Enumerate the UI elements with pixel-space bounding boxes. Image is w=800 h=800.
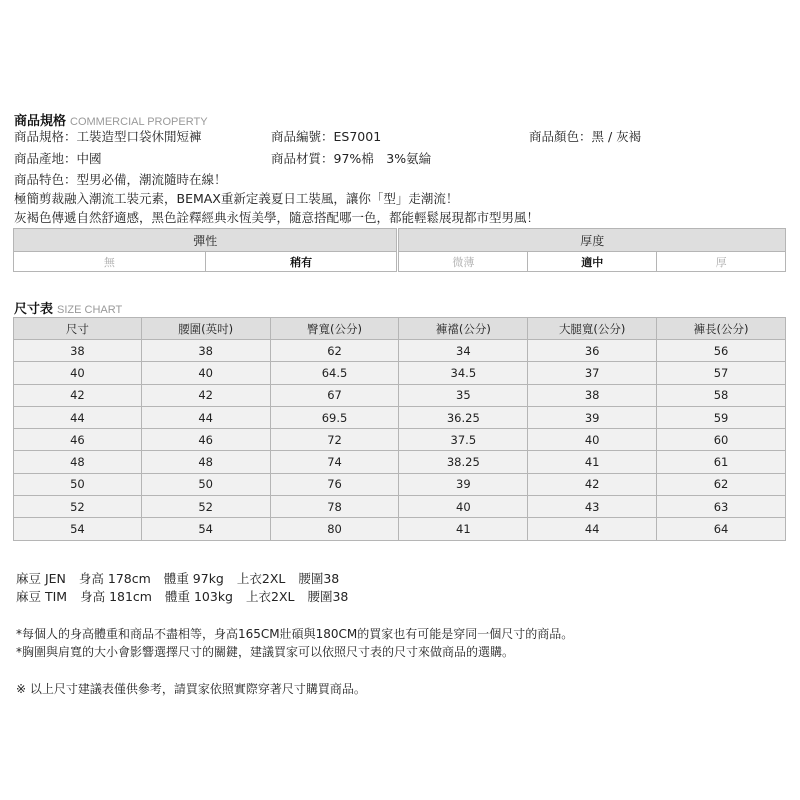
table-row <box>14 429 786 451</box>
cell-size: 50 <box>14 473 142 495</box>
thickness-header: 厚度 <box>399 229 786 252</box>
model-weight: 體重 103kg <box>164 589 233 604</box>
spec-section-title <box>14 110 208 129</box>
cell-length: 58 <box>657 384 786 406</box>
note-chest-shoulder: *胸圍與肩寬的大小會影響選擇尺寸的關鍵，建議買家可以依照尺寸表的尺寸來做商品的選購。 <box>16 645 515 659</box>
cell-thigh: 38 <box>528 384 657 406</box>
model-name: 麻豆 TIM <box>16 589 68 604</box>
spec-feature-3: 灰褐色傳遞自然舒適感，黑色詮釋經典永恆美學，隨意搭配哪一色，都能輕鬆展現都市型男風！ <box>14 210 540 225</box>
thickness-option-medium: 適中 <box>528 252 657 272</box>
cell-thigh: 43 <box>528 496 657 518</box>
cell-rise: 40 <box>399 496 528 518</box>
thickness-option-thick: 厚 <box>657 252 786 272</box>
spec-title-zh: 商品規格 <box>14 114 67 129</box>
spec-product-spec: 商品規格：工裝造型口袋休閒短褲 <box>14 129 202 144</box>
spec-color: 商品顏色：黑 / 灰褐 <box>529 129 642 144</box>
cell-rise: 36.25 <box>399 406 528 428</box>
spec-material: 商品材質：97%棉 3%氨綸 <box>271 151 432 166</box>
cell-size: 46 <box>14 429 142 451</box>
cell-size: 52 <box>14 496 142 518</box>
table-row <box>14 362 786 384</box>
size-chart-table <box>13 317 786 541</box>
cell-hip: 72 <box>270 429 399 451</box>
model-waist: 腰圍38 <box>298 571 340 586</box>
cell-hip: 64.5 <box>270 362 399 384</box>
col-header-size: 尺寸 <box>14 318 142 340</box>
col-header-rise: 褲襠(公分) <box>399 318 528 340</box>
size-chart-title <box>14 298 122 317</box>
spec-title-en: COMMERCIAL PROPERTY <box>70 116 208 128</box>
cell-hip: 69.5 <box>270 406 399 428</box>
cell-thigh: 41 <box>528 451 657 473</box>
cell-rise: 34.5 <box>399 362 528 384</box>
model-top-size: 上衣2XL <box>246 589 295 604</box>
cell-waist: 52 <box>141 496 270 518</box>
cell-waist: 48 <box>141 451 270 473</box>
table-row <box>14 384 786 406</box>
cell-hip: 80 <box>270 518 399 540</box>
cell-length: 64 <box>657 518 786 540</box>
elasticity-option-slight: 稍有 <box>205 252 397 272</box>
cell-thigh: 39 <box>528 406 657 428</box>
cell-waist: 42 <box>141 384 270 406</box>
elasticity-header: 彈性 <box>14 229 397 252</box>
cell-hip: 78 <box>270 496 399 518</box>
cell-waist: 54 <box>141 518 270 540</box>
elasticity-option-none: 無 <box>14 252 206 272</box>
cell-size: 40 <box>14 362 142 384</box>
col-header-thigh: 大腿寬(公分) <box>528 318 657 340</box>
cell-size: 38 <box>14 340 142 362</box>
cell-length: 61 <box>657 451 786 473</box>
rating-table <box>13 228 786 272</box>
model-height: 身高 181cm <box>80 589 152 604</box>
cell-waist: 44 <box>141 406 270 428</box>
model-top-size: 上衣2XL <box>236 571 286 586</box>
cell-waist: 46 <box>141 429 270 451</box>
model-info-tim <box>16 587 361 605</box>
cell-rise: 38.25 <box>399 451 528 473</box>
cell-thigh: 42 <box>528 473 657 495</box>
cell-length: 63 <box>657 496 786 518</box>
size-chart-header-row <box>14 318 786 340</box>
cell-length: 62 <box>657 473 786 495</box>
cell-rise: 34 <box>399 340 528 362</box>
cell-thigh: 36 <box>528 340 657 362</box>
cell-thigh: 40 <box>528 429 657 451</box>
table-row <box>14 473 786 495</box>
cell-thigh: 37 <box>528 362 657 384</box>
table-row <box>14 451 786 473</box>
model-height: 身高 178cm <box>78 571 151 586</box>
cell-rise: 41 <box>399 518 528 540</box>
note-body-size: *每個人的身高體重和商品不盡相等，身高165CM壯碩與180CM的買家也有可能是穿同一個尺寸的商品。 <box>16 627 574 641</box>
cell-size: 44 <box>14 406 142 428</box>
col-header-waist: 腰圍(英吋) <box>141 318 270 340</box>
spec-feature-2: 極簡剪裁融入潮流工裝元素，BEMAX重新定義夏日工裝風，讓你「型」走潮流！ <box>14 191 459 206</box>
cell-size: 42 <box>14 384 142 406</box>
cell-waist: 38 <box>141 340 270 362</box>
cell-length: 57 <box>657 362 786 384</box>
spec-code: 商品編號：ES7001 <box>271 129 382 144</box>
table-row <box>14 496 786 518</box>
spec-row-1 <box>14 129 202 145</box>
col-header-hip: 臀寬(公分) <box>270 318 399 340</box>
col-header-length: 褲長(公分) <box>657 318 786 340</box>
model-name: 麻豆 JEN <box>16 571 66 586</box>
note-disclaimer: ※ 以上尺寸建議表僅供參考，請買家依照實際穿著尺寸購買商品。 <box>16 682 366 696</box>
spec-feature-1: 商品特色：型男必備，潮流隨時在線！ <box>14 172 227 187</box>
model-waist: 腰圍38 <box>307 589 349 604</box>
model-info-jen <box>16 569 352 587</box>
size-chart-title-zh: 尺寸表 <box>14 302 54 317</box>
cell-length: 56 <box>657 340 786 362</box>
size-chart-title-en: SIZE CHART <box>57 304 123 316</box>
cell-hip: 74 <box>270 451 399 473</box>
cell-hip: 67 <box>270 384 399 406</box>
cell-rise: 39 <box>399 473 528 495</box>
cell-hip: 62 <box>270 340 399 362</box>
table-row <box>14 340 786 362</box>
spec-origin: 商品產地：中國 <box>14 151 102 166</box>
cell-rise: 37.5 <box>399 429 528 451</box>
cell-length: 60 <box>657 429 786 451</box>
table-row <box>14 406 786 428</box>
cell-waist: 40 <box>141 362 270 384</box>
model-weight: 體重 97kg <box>163 571 224 586</box>
thickness-option-thin: 微薄 <box>399 252 528 272</box>
cell-size: 54 <box>14 518 142 540</box>
table-row <box>14 518 786 540</box>
cell-length: 59 <box>657 406 786 428</box>
cell-thigh: 44 <box>528 518 657 540</box>
cell-waist: 50 <box>141 473 270 495</box>
cell-rise: 35 <box>399 384 528 406</box>
cell-size: 48 <box>14 451 142 473</box>
cell-hip: 76 <box>270 473 399 495</box>
